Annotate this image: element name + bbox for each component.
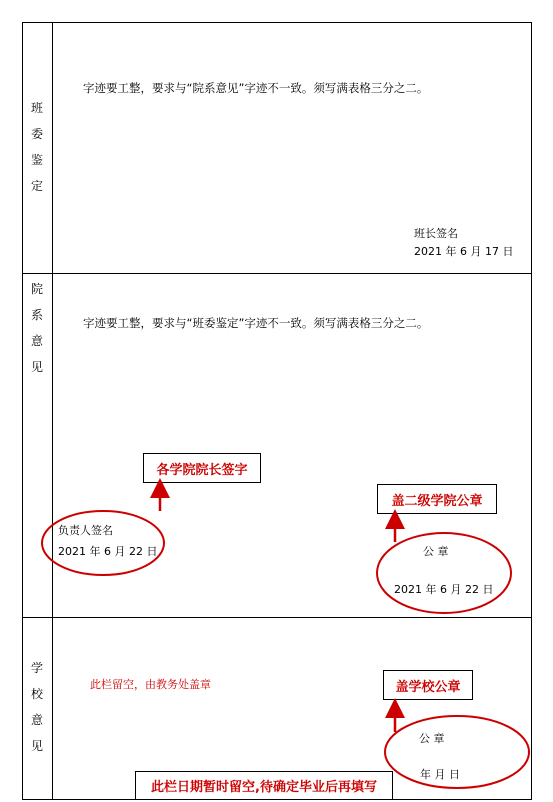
school-seal-date: 年 月 日 — [420, 768, 460, 781]
dept-signer-date: 2021 年 6 月 22 日 — [58, 545, 158, 558]
class-monitor-signature-label: 班长签名 — [414, 227, 458, 240]
college-seal-note: 盖二级学院公章 — [377, 484, 497, 514]
school-label-char: 见 — [30, 739, 43, 753]
school-blank-note: 此栏留空，由教务处盖章 — [90, 678, 211, 691]
department-label-char: 院 — [30, 282, 43, 296]
dean-sign-note: 各学院院长签字 — [143, 453, 261, 483]
school-seal-ellipse — [385, 716, 529, 788]
class-committee-body: 字迹要工整，要求与“院系意见”字迹不一致。须写满表格三分之二。 — [83, 81, 429, 95]
school-seal-label: 公 章 — [419, 732, 445, 745]
school-label-char: 学 — [30, 661, 43, 675]
class-committee-label-char: 鉴 — [30, 153, 43, 167]
dept-seal-date: 2021 年 6 月 22 日 — [394, 583, 494, 596]
class-committee-label-char: 定 — [30, 179, 43, 193]
date-blank-note: 此栏日期暂时留空,待确定毕业后再填写 — [135, 771, 393, 800]
dept-seal-ellipse — [377, 533, 511, 613]
department-label-char: 意 — [30, 334, 43, 348]
department-body: 字迹要工整，要求与“班委鉴定”字迹不一致。须写满表格三分之二。 — [83, 316, 429, 330]
school-label-char: 校 — [30, 687, 43, 701]
school-label-char: 意 — [30, 713, 43, 727]
class-committee-label-char: 班 — [30, 101, 43, 115]
dept-signer-ellipse — [42, 511, 164, 575]
dept-seal-label: 公 章 — [423, 545, 449, 558]
dept-signer-label: 负责人签名 — [58, 524, 113, 537]
class-committee-date: 2021 年 6 月 17 日 — [414, 245, 514, 258]
school-seal-note: 盖学校公章 — [383, 670, 473, 700]
department-label-char: 系 — [30, 308, 43, 322]
class-committee-label-char: 委 — [30, 127, 43, 141]
department-label-char: 见 — [30, 360, 43, 374]
